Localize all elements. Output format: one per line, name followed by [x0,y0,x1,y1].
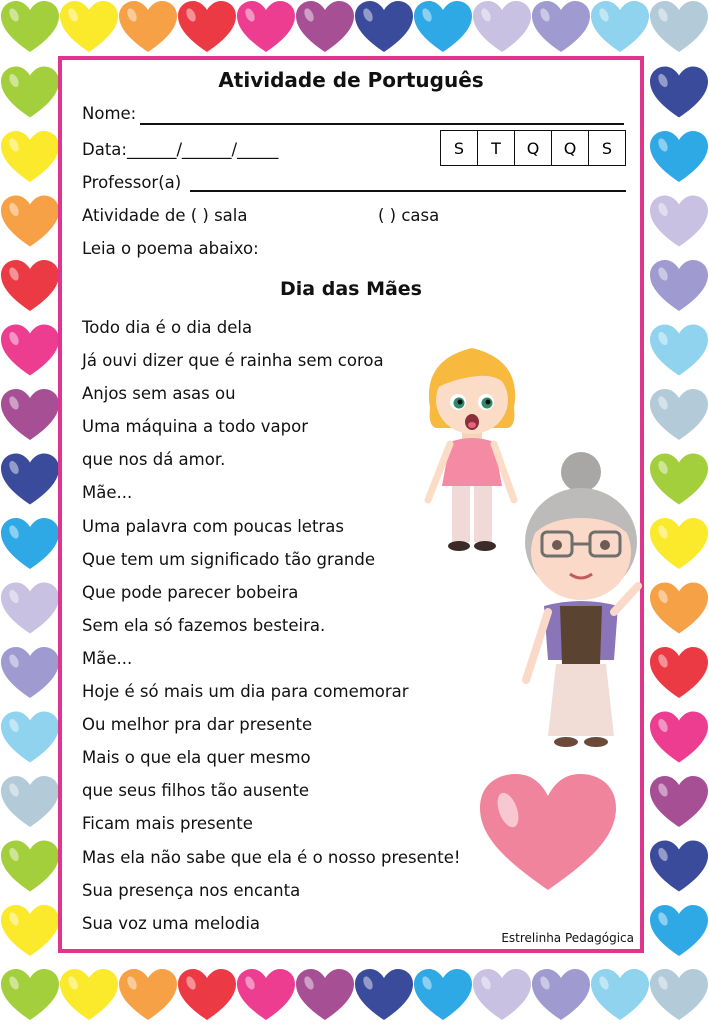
heart-border-icon [473,1,531,52]
poem-line: Ficam mais presente [82,814,253,834]
heart-border-icon [532,969,590,1020]
heart-border-icon [296,969,354,1020]
heart-border-icon [178,1,236,52]
poem-line: Que tem um significado tão grande [82,549,376,569]
heart-border-icon [1,905,59,956]
heart-border-icon [60,969,118,1020]
poem-lines [82,316,461,945]
instruction-text: Leia o poema abaixo: [82,239,259,258]
poem-line: Mas ela não sabe que ela é o nosso presente! [82,847,461,867]
worksheet-page [58,56,644,953]
home-label[interactable]: ( ) casa [378,206,440,225]
heart-border-icon [650,67,708,118]
heart-border-icon [1,260,59,311]
heart-border-icon [414,1,472,52]
heart-border-icon [1,712,59,763]
heart-border-icon [650,712,708,763]
heart-border-icon [650,325,708,376]
heart-border-icon [650,131,708,182]
heart-border-icon [414,969,472,1020]
poem-line: Ou melhor pra dar presente [82,715,313,735]
poem-line: Anjos sem asas ou [82,384,236,404]
heart-border-icon [1,518,59,569]
heart-border-icon [650,583,708,634]
poem-line: Sem ela só fazemos besteira. [82,615,326,635]
poem-line: Todo dia é o dia dela [82,318,253,337]
heart-border-icon [650,841,708,892]
heart-border-icon [237,969,295,1020]
heart-border-icon [60,1,118,52]
weekday-cell[interactable]: S [589,131,626,166]
poem-line: que seus filhos tão ausente [82,781,310,801]
poem-line: que nos dá amor. [82,450,226,470]
teacher-line[interactable] [190,190,626,192]
poem-line: Uma palavra com poucas letras [82,516,344,536]
poem-line: Sua voz uma melodia [82,913,261,933]
heart-border-icon [1,969,59,1020]
heart-border-icon [591,1,649,52]
heart-border-icon [1,1,59,52]
heart-border-icon [119,1,177,52]
poem-line: Sua presença nos encanta [82,880,301,900]
heart-border-icon [650,647,708,698]
heart-border-icon [1,647,59,698]
heart-border-icon [1,454,59,505]
heart-border-icon [650,518,708,569]
poem-line: Já ouvi dizer que é rainha sem coroa [82,351,384,371]
weekday-cell[interactable]: T [478,131,515,166]
weekday-table [440,130,626,166]
teacher-label: Professor(a) [82,173,182,192]
heart-border-icon [650,196,708,247]
heart-border-icon [237,1,295,52]
grandmother-illustration [514,450,649,750]
heart-border-icon [178,969,236,1020]
weekday-cell[interactable]: S [441,131,478,166]
heart-border-icon [650,1,708,52]
worksheet-title: Atividade de Português [218,68,484,92]
heart-border-icon [355,1,413,52]
weekday-cell[interactable]: Q [515,131,552,166]
weekday-cell[interactable]: Q [552,131,589,166]
poem-line: Que pode parecer bobeira [82,582,299,602]
heart-border-icon [650,454,708,505]
poem-line: Mãe... [82,648,133,668]
name-line[interactable] [140,123,624,125]
poem-line: Hoje é só mais um dia para comemorar [82,682,409,702]
date-label[interactable]: Data:______/______/_____ [82,140,279,159]
heart-border-icon [650,905,708,956]
heart-border-icon [355,969,413,1020]
name-label: Nome: [82,104,137,123]
heart-border-icon [1,389,59,440]
activity-label[interactable]: Atividade de ( ) sala [82,206,248,225]
heart-border-icon [591,969,649,1020]
heart-border-icon [1,131,59,182]
poem-line: Mãe... [82,483,133,503]
heart-border-icon [1,841,59,892]
heart-border-icon [532,1,590,52]
heart-border-icon [1,325,59,376]
heart-border-icon [1,67,59,118]
heart-border-icon [650,776,708,827]
heart-border-icon [296,1,354,52]
poem-title: Dia das Mães [280,278,422,300]
pink-heart-icon [478,772,618,892]
heart-border-icon [1,776,59,827]
heart-border-icon [650,260,708,311]
poem-line: Uma máquina a todo vapor [82,417,308,437]
heart-border-icon [473,969,531,1020]
heart-border-icon [650,389,708,440]
heart-border-icon [1,583,59,634]
credit-text: Estrelinha Pedagógica [501,931,634,945]
heart-border-icon [650,969,708,1020]
heart-border-icon [1,196,59,247]
heart-border-icon [119,969,177,1020]
poem-line: Mais o que ela quer mesmo [82,748,311,768]
